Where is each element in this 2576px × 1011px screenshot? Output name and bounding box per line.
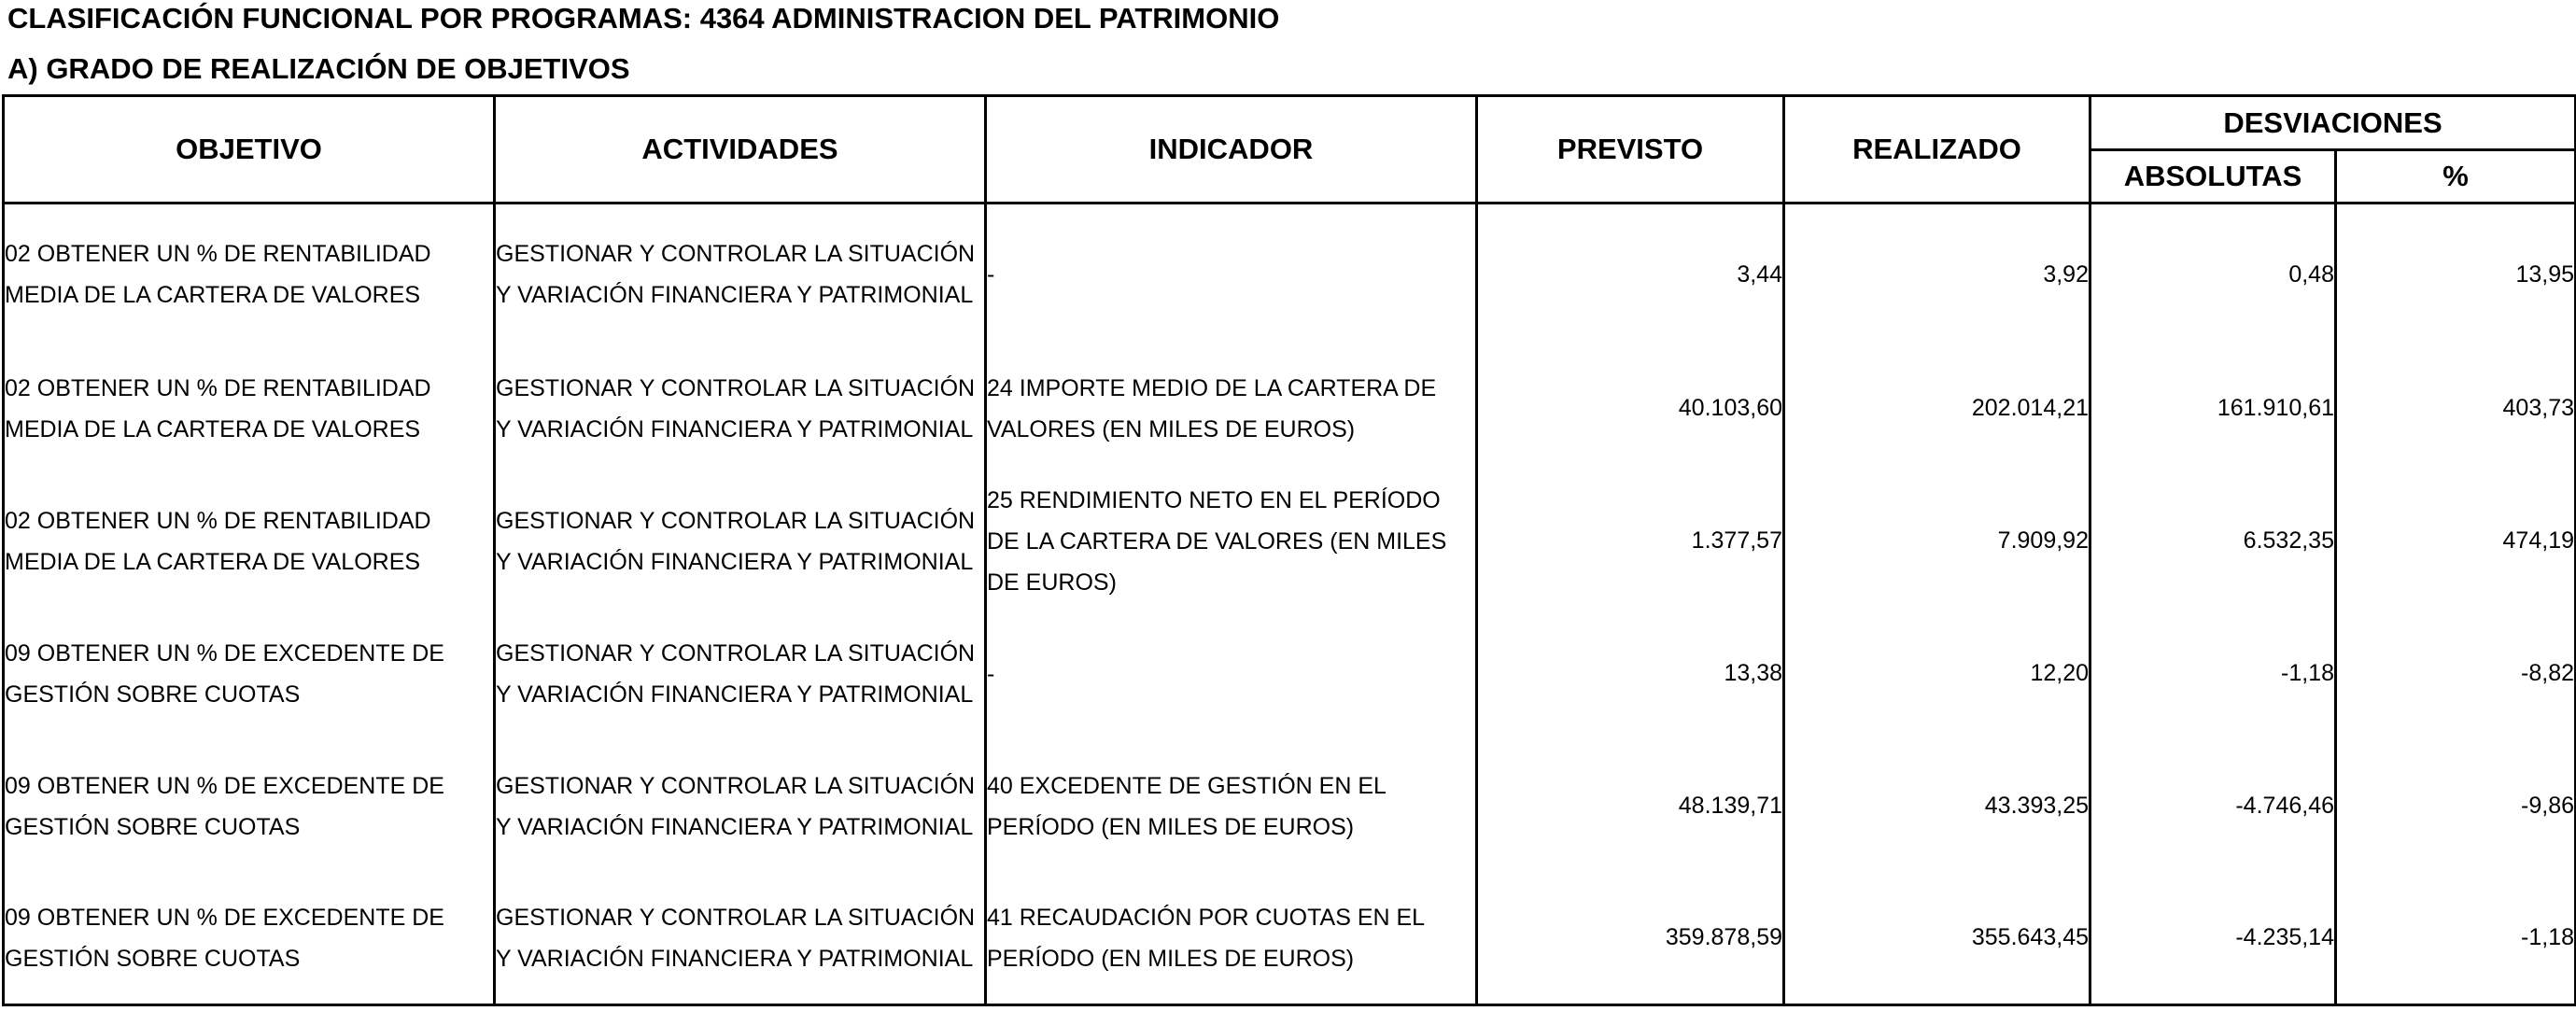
cell-absolutas: -1,18 [2090,608,2336,740]
cell-objetivo: 02 OBTENER UN % DE RENTABILIDAD MEDIA DE LA CARTERA DE VALORES [4,475,495,608]
cell-previsto: 3,44 [1477,204,1784,343]
table-row [4,740,2576,873]
table-row [4,343,2576,475]
cell-previsto: 359.878,59 [1477,873,1784,1005]
cell-previsto: 48.139,71 [1477,740,1784,873]
cell-absolutas: 161.910,61 [2090,343,2336,475]
cell-realizado: 12,20 [1784,608,2090,740]
cell-absolutas: 6.532,35 [2090,475,2336,608]
header-indicador: INDICADOR [986,96,1477,204]
cell-realizado: 43.393,25 [1784,740,2090,873]
cell-realizado: 7.909,92 [1784,475,2090,608]
header-porcentaje: % [2336,150,2576,204]
cell-actividades: GESTIONAR Y CONTROLAR LA SITUACIÓN Y VARIACIÓN FINANCIERA Y PATRIMONIAL [495,740,986,873]
table-row [4,873,2576,1005]
cell-indicador: 41 RECAUDACIÓN POR CUOTAS EN EL PERÍODO (EN MILES DE EUROS) [986,873,1477,1005]
cell-porcentaje: -1,18 [2336,873,2576,1005]
objectives-table [2,94,2576,1006]
cell-actividades: GESTIONAR Y CONTROLAR LA SITUACIÓN Y VARIACIÓN FINANCIERA Y PATRIMONIAL [495,475,986,608]
cell-previsto: 1.377,57 [1477,475,1784,608]
cell-porcentaje: -9,86 [2336,740,2576,873]
cell-objetivo: 09 OBTENER UN % DE EXCEDENTE DE GESTIÓN SOBRE CUOTAS [4,740,495,873]
cell-objetivo: 09 OBTENER UN % DE EXCEDENTE DE GESTIÓN SOBRE CUOTAS [4,608,495,740]
table-row [4,204,2576,343]
header-desviaciones: DESVIACIONES [2090,96,2576,150]
cell-objetivo: 09 OBTENER UN % DE EXCEDENTE DE GESTIÓN SOBRE CUOTAS [4,873,495,1005]
page-title: CLASIFICACIÓN FUNCIONAL POR PROGRAMAS: 4364 ADMINISTRACION DEL PATRIMONIO [7,2,1280,35]
cell-porcentaje: -8,82 [2336,608,2576,740]
cell-porcentaje: 13,95 [2336,204,2576,343]
header-absolutas: ABSOLUTAS [2090,150,2336,204]
cell-indicador: 40 EXCEDENTE DE GESTIÓN EN EL PERÍODO (EN MILES DE EUROS) [986,740,1477,873]
cell-realizado: 355.643,45 [1784,873,2090,1005]
header-actividades: ACTIVIDADES [495,96,986,204]
cell-actividades: GESTIONAR Y CONTROLAR LA SITUACIÓN Y VARIACIÓN FINANCIERA Y PATRIMONIAL [495,873,986,1005]
header-realizado: REALIZADO [1784,96,2090,204]
cell-indicador: 25 RENDIMIENTO NETO EN EL PERÍODO DE LA CARTERA DE VALORES (EN MILES DE EUROS) [986,475,1477,608]
cell-previsto: 40.103,60 [1477,343,1784,475]
cell-porcentaje: 474,19 [2336,475,2576,608]
cell-indicador: 24 IMPORTE MEDIO DE LA CARTERA DE VALORES (EN MILES DE EUROS) [986,343,1477,475]
cell-realizado: 202.014,21 [1784,343,2090,475]
cell-indicador: - [986,204,1477,343]
table-body [4,204,2576,1005]
cell-absolutas: 0,48 [2090,204,2336,343]
cell-actividades: GESTIONAR Y CONTROLAR LA SITUACIÓN Y VARIACIÓN FINANCIERA Y PATRIMONIAL [495,608,986,740]
table-header [4,96,2576,204]
header-objetivo: OBJETIVO [4,96,495,204]
cell-porcentaje: 403,73 [2336,343,2576,475]
section-title: A) GRADO DE REALIZACIÓN DE OBJETIVOS [7,52,630,85]
cell-objetivo: 02 OBTENER UN % DE RENTABILIDAD MEDIA DE LA CARTERA DE VALORES [4,343,495,475]
table-row [4,608,2576,740]
cell-actividades: GESTIONAR Y CONTROLAR LA SITUACIÓN Y VARIACIÓN FINANCIERA Y PATRIMONIAL [495,343,986,475]
cell-objetivo: 02 OBTENER UN % DE RENTABILIDAD MEDIA DE LA CARTERA DE VALORES [4,204,495,343]
header-previsto: PREVISTO [1477,96,1784,204]
cell-realizado: 3,92 [1784,204,2090,343]
table-row [4,475,2576,608]
cell-indicador: - [986,608,1477,740]
cell-previsto: 13,38 [1477,608,1784,740]
cell-absolutas: -4.746,46 [2090,740,2336,873]
cell-absolutas: -4.235,14 [2090,873,2336,1005]
cell-actividades: GESTIONAR Y CONTROLAR LA SITUACIÓN Y VARIACIÓN FINANCIERA Y PATRIMONIAL [495,204,986,343]
